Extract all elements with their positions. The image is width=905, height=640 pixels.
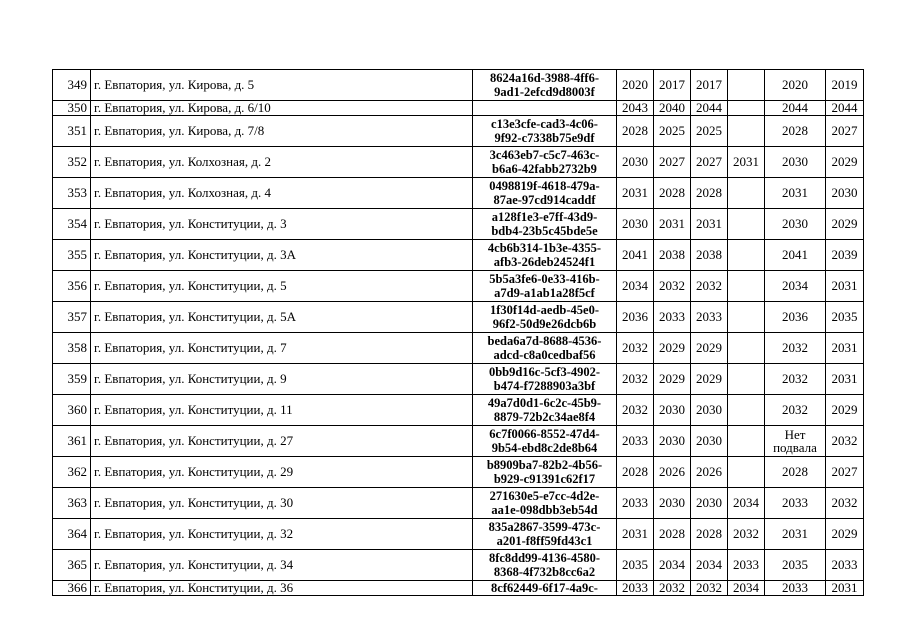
guid-cell [473, 240, 617, 271]
guid-cell [473, 209, 617, 240]
year-cell-y1: 2031 [617, 178, 654, 209]
year-cell-y1: 2034 [617, 271, 654, 302]
guid-part: 96f2-50d9e26dcb6b [492, 317, 597, 331]
year-cell-y4 [728, 364, 765, 395]
guid-part: 49a7d0d1-6c2c-45b9- [487, 396, 602, 410]
year-cell-y6: 2027 [826, 116, 864, 147]
year-cell-y1: 2033 [617, 488, 654, 519]
guid-part: b6a6-42fabb2732b9 [492, 162, 597, 176]
year-cell-y2: 2028 [654, 519, 691, 550]
year-cell-y5: 2028 [765, 457, 826, 488]
year-cell-y2: 2030 [654, 395, 691, 426]
year-cell-y4 [728, 209, 765, 240]
year-cell-y6: 2031 [826, 333, 864, 364]
year-cell-y1: 2020 [617, 70, 654, 101]
table-row [53, 519, 864, 550]
guid-part: 8368-4f732b8cc6a2 [493, 565, 596, 579]
year-cell-y1: 2033 [617, 581, 654, 596]
year-cell-y1: 2030 [617, 209, 654, 240]
row-number: 355 [53, 240, 91, 271]
guid-cell [473, 364, 617, 395]
year-cell-y5: 2032 [765, 364, 826, 395]
row-number: 364 [53, 519, 91, 550]
year-cell-y2: 2028 [654, 178, 691, 209]
year-cell-y4 [728, 333, 765, 364]
address-cell: г. Евпатория, ул. Конституции, д. 34 [91, 550, 473, 581]
year-cell-y1: 2035 [617, 550, 654, 581]
year-cell-y3: 2030 [691, 488, 728, 519]
guid-part: 4cb6b314-1b3e-4355- [487, 241, 602, 255]
year-cell-y5: 2033 [765, 581, 826, 596]
year-cell-y6: 2029 [826, 395, 864, 426]
year-cell-y4 [728, 457, 765, 488]
year-cell-y2: 2040 [654, 101, 691, 116]
year-cell-y3: 2029 [691, 364, 728, 395]
year-cell-y5: 2032 [765, 395, 826, 426]
guid-cell [473, 581, 617, 596]
address-cell: г. Евпатория, ул. Конституции, д. 11 [91, 395, 473, 426]
year-cell-y3: 2033 [691, 302, 728, 333]
year-cell-y3: 2032 [691, 581, 728, 596]
table-row [53, 581, 864, 596]
year-cell-y2: 2034 [654, 550, 691, 581]
year-cell-y3: 2044 [691, 101, 728, 116]
year-cell-y3: 2038 [691, 240, 728, 271]
guid-cell [473, 457, 617, 488]
year-cell-y3: 2032 [691, 271, 728, 302]
table-row [53, 178, 864, 209]
year-cell-y6: 2035 [826, 302, 864, 333]
guid-part: 3c463eb7-c5c7-463c- [489, 148, 600, 162]
year-cell-y4: 2033 [728, 550, 765, 581]
year-cell-y6: 2029 [826, 147, 864, 178]
table-row [53, 147, 864, 178]
year-cell-y1: 2032 [617, 395, 654, 426]
year-cell-y1: 2041 [617, 240, 654, 271]
guid-part: adcd-c8a0cedbaf56 [493, 348, 596, 362]
year-cell-y3: 2034 [691, 550, 728, 581]
year-cell-y1: 2043 [617, 101, 654, 116]
address-cell: г. Евпатория, ул. Конституции, д. 32 [91, 519, 473, 550]
guid-part: 9b54-ebd8c2de8b64 [491, 441, 598, 455]
year-cell-y4 [728, 116, 765, 147]
address-cell: г. Евпатория, ул. Конституции, д. 30 [91, 488, 473, 519]
year-cell-y2: 2027 [654, 147, 691, 178]
year-cell-y2: 2032 [654, 271, 691, 302]
row-number: 365 [53, 550, 91, 581]
guid-part: 835a2867-3599-473c- [488, 520, 601, 534]
year-cell-y2: 2033 [654, 302, 691, 333]
year-cell-y4 [728, 426, 765, 457]
year-cell-text: Нет [784, 427, 806, 442]
year-cell-y2: 2029 [654, 333, 691, 364]
guid-part: 9f92-c7338b75e9df [494, 131, 595, 145]
row-number: 349 [53, 70, 91, 101]
table-row [53, 116, 864, 147]
row-number: 350 [53, 101, 91, 116]
year-cell-y4 [728, 395, 765, 426]
guid-part: 0bb9d16c-5cf3-4902- [488, 365, 601, 379]
guid-part: afb3-26deb24524f1 [493, 255, 596, 269]
address-cell: г. Евпатория, ул. Конституции, д. 5А [91, 302, 473, 333]
year-cell-y6: 2019 [826, 70, 864, 101]
table-row [53, 240, 864, 271]
year-cell-y1: 2032 [617, 333, 654, 364]
table-row [53, 209, 864, 240]
year-cell-y4 [728, 302, 765, 333]
guid-part: a128f1e3-e7ff-43d9- [491, 210, 598, 224]
year-cell-y3: 2027 [691, 147, 728, 178]
year-cell-y1: 2036 [617, 302, 654, 333]
year-cell-y5: 2028 [765, 116, 826, 147]
guid-cell [473, 70, 617, 101]
guid-part: 87ae-97cd914caddf [493, 193, 596, 207]
year-cell-y5: 2030 [765, 209, 826, 240]
guid-part: c13e3cfe-cad3-4c06- [491, 117, 598, 131]
address-cell: г. Евпатория, ул. Конституции, д. 7 [91, 333, 473, 364]
year-cell-text: подвала [773, 440, 817, 455]
year-cell-y1: 2028 [617, 116, 654, 147]
guid-cell [473, 178, 617, 209]
year-cell-y2: 2031 [654, 209, 691, 240]
guid-part: 8fc8dd99-4136-4580- [488, 551, 601, 565]
guid-cell [473, 550, 617, 581]
table-row [53, 364, 864, 395]
year-cell-y6: 2033 [826, 550, 864, 581]
guid-part: a7d9-a1ab1a28f5cf [494, 286, 595, 300]
row-number: 360 [53, 395, 91, 426]
table-row [53, 333, 864, 364]
year-cell-y2: 2030 [654, 488, 691, 519]
year-cell-y3: 2031 [691, 209, 728, 240]
row-number: 362 [53, 457, 91, 488]
address-cell: г. Евпатория, ул. Кирова, д. 6/10 [91, 101, 473, 116]
guid-cell [473, 302, 617, 333]
year-cell-y5: 2041 [765, 240, 826, 271]
table-row [53, 395, 864, 426]
year-cell-y4: 2034 [728, 581, 765, 596]
address-cell: г. Евпатория, ул. Колхозная, д. 2 [91, 147, 473, 178]
year-cell-y2: 2032 [654, 581, 691, 596]
year-cell-y5: 2036 [765, 302, 826, 333]
address-cell: г. Евпатория, ул. Колхозная, д. 4 [91, 178, 473, 209]
year-cell-y3: 2026 [691, 457, 728, 488]
year-cell-y2: 2026 [654, 457, 691, 488]
year-cell-y6: 2044 [826, 101, 864, 116]
guid-cell [473, 488, 617, 519]
year-cell-y6: 2032 [826, 488, 864, 519]
guid-cell [473, 333, 617, 364]
year-cell-y4 [728, 271, 765, 302]
address-cell: г. Евпатория, ул. Конституции, д. 3 [91, 209, 473, 240]
year-cell-y4: 2031 [728, 147, 765, 178]
year-cell-y5 [765, 426, 826, 457]
year-cell-y3: 2030 [691, 426, 728, 457]
row-number: 356 [53, 271, 91, 302]
guid-part: 8879-72b2c34ae8f4 [493, 410, 596, 424]
year-cell-y5: 2020 [765, 70, 826, 101]
year-cell-y3: 2017 [691, 70, 728, 101]
year-cell-y5: 2044 [765, 101, 826, 116]
guid-cell [473, 426, 617, 457]
guid-part: 8624a16d-3988-4ff6- [489, 71, 599, 85]
guid-part: 0498819f-4618-479a- [489, 179, 600, 193]
year-cell-y6: 2031 [826, 271, 864, 302]
year-cell-y2: 2017 [654, 70, 691, 101]
year-cell-y2: 2038 [654, 240, 691, 271]
guid-part: 271630e5-e7cc-4d2e- [489, 489, 600, 503]
year-cell-y3: 2028 [691, 519, 728, 550]
table-row [53, 302, 864, 333]
year-cell-y6: 2039 [826, 240, 864, 271]
year-cell-y6: 2031 [826, 581, 864, 596]
year-cell-y5: 2032 [765, 333, 826, 364]
address-cell: г. Евпатория, ул. Конституции, д. 9 [91, 364, 473, 395]
guid-part: aa1e-098dbb3eb54d [491, 503, 598, 517]
year-cell-y1: 2032 [617, 364, 654, 395]
guid-part: bdb4-23b5c45bde5e [491, 224, 598, 238]
year-cell-y5: 2031 [765, 178, 826, 209]
row-number: 363 [53, 488, 91, 519]
year-cell-y3: 2028 [691, 178, 728, 209]
row-number: 351 [53, 116, 91, 147]
row-number: 359 [53, 364, 91, 395]
guid-cell [473, 271, 617, 302]
table-row [53, 271, 864, 302]
guid-cell [473, 395, 617, 426]
year-cell-y6: 2031 [826, 364, 864, 395]
table-row [53, 426, 864, 457]
guid-part: b929-c91391c62f17 [493, 472, 596, 486]
guid-part: 5b5a3fe6-0e33-416b- [489, 272, 600, 286]
year-cell-y6: 2030 [826, 178, 864, 209]
year-cell-y2: 2029 [654, 364, 691, 395]
guid-part: 1f30f14d-aedb-45e0- [489, 303, 599, 317]
row-number: 354 [53, 209, 91, 240]
table-row [53, 70, 864, 101]
guid-part: a201-f8ff59fd43c1 [496, 534, 593, 548]
year-cell-y6: 2029 [826, 209, 864, 240]
row-number: 357 [53, 302, 91, 333]
year-cell-y1: 2028 [617, 457, 654, 488]
address-cell: г. Евпатория, ул. Кирова, д. 5 [91, 70, 473, 101]
address-cell: г. Евпатория, ул. Конституции, д. 27 [91, 426, 473, 457]
year-cell-y4: 2032 [728, 519, 765, 550]
year-cell-y5: 2034 [765, 271, 826, 302]
year-cell-y4 [728, 101, 765, 116]
table-row [53, 488, 864, 519]
year-cell-y5: 2030 [765, 147, 826, 178]
guid-part: b8909ba7-82b2-4b56- [486, 458, 603, 472]
row-number: 352 [53, 147, 91, 178]
year-cell-y1: 2033 [617, 426, 654, 457]
table-row [53, 101, 864, 116]
guid-cell [473, 147, 617, 178]
address-cell: г. Евпатория, ул. Конституции, д. 29 [91, 457, 473, 488]
row-number: 366 [53, 581, 91, 596]
year-cell-y1: 2031 [617, 519, 654, 550]
year-cell-y3: 2029 [691, 333, 728, 364]
year-cell-y6: 2027 [826, 457, 864, 488]
guid-part: beda6a7d-8688-4536- [487, 334, 602, 348]
guid-part: 9ad1-2efcd9d8003f [494, 85, 595, 99]
guid-cell [473, 519, 617, 550]
guid-part: 6c7f0066-8552-47d4- [489, 427, 600, 441]
guid-cell [473, 101, 617, 116]
year-cell-y6: 2032 [826, 426, 864, 457]
row-number: 353 [53, 178, 91, 209]
year-cell-y3: 2030 [691, 395, 728, 426]
address-cell: г. Евпатория, ул. Конституции, д. 3А [91, 240, 473, 271]
year-cell-y5: 2033 [765, 488, 826, 519]
year-cell-y2: 2030 [654, 426, 691, 457]
row-number: 361 [53, 426, 91, 457]
guid-part: 8cf62449-6f17-4a9c- [491, 581, 598, 595]
year-cell-y5: 2031 [765, 519, 826, 550]
table-row [53, 550, 864, 581]
housing-table [52, 69, 864, 596]
table-row [53, 457, 864, 488]
year-cell-y4 [728, 240, 765, 271]
year-cell-y4 [728, 178, 765, 209]
table-body [53, 70, 864, 596]
year-cell-y4: 2034 [728, 488, 765, 519]
year-cell-y1: 2030 [617, 147, 654, 178]
address-cell: г. Евпатория, ул. Конституции, д. 5 [91, 271, 473, 302]
year-cell-y4 [728, 70, 765, 101]
guid-cell [473, 116, 617, 147]
year-cell-y6: 2029 [826, 519, 864, 550]
row-number: 358 [53, 333, 91, 364]
year-cell-y5: 2035 [765, 550, 826, 581]
year-cell-y3: 2025 [691, 116, 728, 147]
address-cell: г. Евпатория, ул. Кирова, д. 7/8 [91, 116, 473, 147]
guid-part: b474-f7288903a3bf [493, 379, 596, 393]
year-cell-y2: 2025 [654, 116, 691, 147]
address-cell: г. Евпатория, ул. Конституции, д. 36 [91, 581, 473, 596]
